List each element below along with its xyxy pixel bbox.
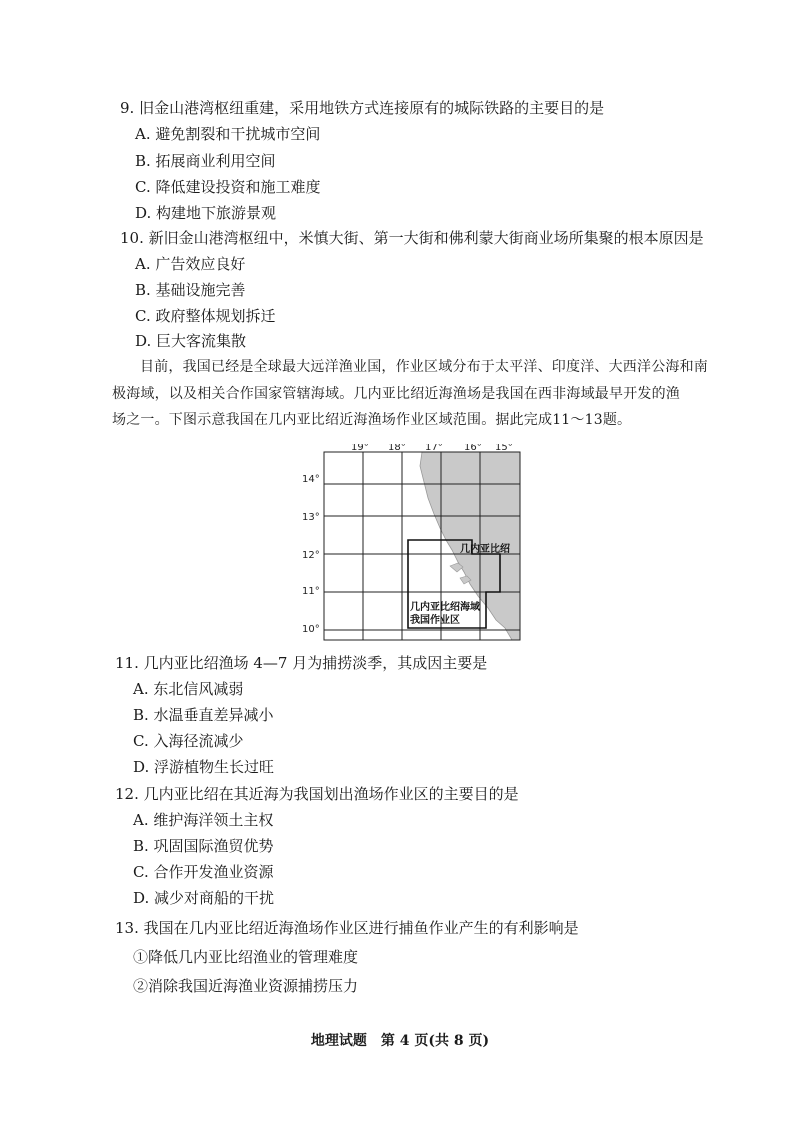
lat-label-11: 11°: [302, 586, 320, 597]
question-9-option-d: D. 构建地下旅游景观: [135, 204, 277, 222]
question-12-option-b: B. 巩固国际渔贸优势: [133, 837, 274, 855]
lon-label-19: 19°: [351, 444, 369, 453]
lat-label-14: 14°: [302, 474, 320, 485]
question-10-option-b: B. 基础设施完善: [135, 281, 246, 299]
question-9-option-c: C. 降低建设投资和施工难度: [135, 178, 321, 196]
question-11-option-d: D. 浮游植物生长过旺: [133, 758, 275, 776]
lat-label-10: 10°: [302, 624, 320, 635]
question-12-option-a: A. 维护海洋领土主权: [133, 811, 274, 829]
question-10-option-d: D. 巨大客流集散: [135, 332, 247, 350]
fishing-zone-map: [300, 444, 530, 644]
question-10-option-c: C. 政府整体规划拆迁: [135, 307, 276, 325]
question-12-stem: 12. 几内亚比绍在其近海为我国划出渔场作业区的主要目的是: [115, 785, 519, 803]
question-13-stem: 13. 我国在几内亚比绍近海渔场作业区进行捕鱼作业产生的有利影响是: [115, 919, 579, 937]
lon-label-17: 17°: [425, 444, 443, 453]
question-12-option-d: D. 减少对商船的干扰: [133, 889, 275, 907]
question-9-option-b: B. 拓展商业利用空间: [135, 152, 276, 170]
lon-label-18: 18°: [388, 444, 406, 453]
question-11-stem: 11. 几内亚比绍渔场 4—7 月为捕捞淡季，其成因主要是: [115, 654, 488, 672]
question-11-option-c: C. 入海径流减少: [133, 732, 244, 750]
page-footer: 地理试题 第 4 页(共 8 页): [310, 1033, 490, 1049]
lon-label-16: 16°: [464, 444, 482, 453]
lat-label-13: 13°: [302, 512, 320, 523]
passage-line-2: 极海域，以及相关合作国家管辖海域。几内亚比绍近海渔场是我国在西非海域最早开发的渔: [112, 386, 680, 402]
zone-label-line-2: 我国作业区: [410, 615, 460, 626]
question-13-statement-1: ①降低几内亚比绍渔业的管理难度: [133, 948, 359, 966]
passage-line-1: 目前，我国已经是全球最大远洋渔业国，作业区域分布于太平洋、印度洋、大西洋公海和南: [140, 359, 708, 375]
question-13-statement-2: ②消除我国近海渔业资源捕捞压力: [133, 977, 359, 995]
lat-label-12: 12°: [302, 550, 320, 561]
map-svg: [300, 444, 530, 644]
question-11-option-a: A. 东北信风减弱: [133, 680, 244, 698]
question-9-stem: 9. 旧金山港湾枢纽重建，采用地铁方式连接原有的城际铁路的主要目的是: [120, 99, 605, 117]
question-11-option-b: B. 水温垂直差异减小: [133, 706, 274, 724]
country-label: 几内亚比绍: [460, 544, 510, 555]
question-9-option-a: A. 避免割裂和干扰城市空间: [135, 125, 321, 143]
zone-label-line-1: 几内亚比绍海域: [410, 602, 480, 613]
question-12-option-c: C. 合作开发渔业资源: [133, 863, 274, 881]
passage-line-3: 场之一。下图示意我国在几内亚比绍近海渔场作业区域范围。据此完成11～13题。: [112, 412, 632, 428]
question-10-stem: 10. 新旧金山港湾枢纽中，米慎大街、第一大街和佛利蒙大街商业场所集聚的根本原因是: [120, 229, 704, 247]
question-10-option-a: A. 广告效应良好: [135, 255, 246, 273]
lon-label-15: 15°: [495, 444, 513, 453]
